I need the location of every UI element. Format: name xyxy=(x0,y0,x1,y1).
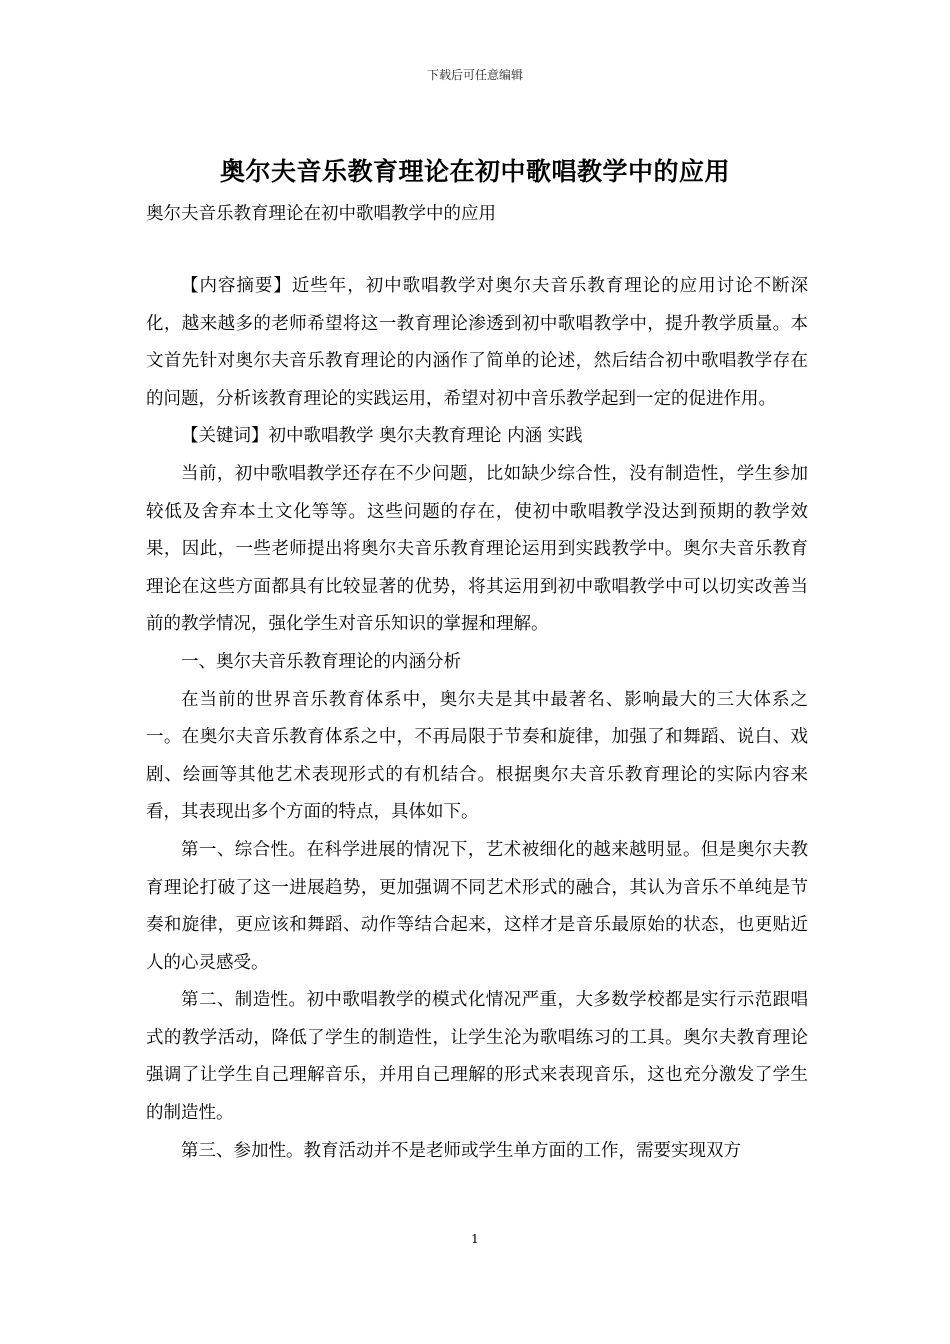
body-paragraph: 第一、综合性。在科学进展的情况下，艺术被细化的越来越明显。但是奥尔夫教育理论打破了这一进展趋势，更加强调不同艺术形式的融合，其认为音乐不单纯是节奏和旋律，更应该和舞蹈、动作等结合起来，这样才是音乐最原始的状态，也更贴近人的心灵感受。 xyxy=(146,839,808,973)
section-heading: 一、奥尔夫音乐教育理论的内涵分析 xyxy=(181,651,461,672)
document-subtitle: 奥尔夫音乐教育理论在初中歌唱教学中的应用 xyxy=(146,204,496,224)
document-title: 奥尔夫音乐教育理论在初中歌唱教学中的应用 xyxy=(219,157,730,186)
body-paragraph: 在当前的世界音乐教育体系中，奥尔夫是其中最著名、影响最大的三大体系之一。在奥尔夫音乐教育体系之中，不再局限于节奏和旋律，加强了和舞蹈、说白、戏剧、绘画等其他艺术表现形式的有机结合。根据奥尔夫音乐教育理论的实际内容来看，其表现出多个方面的特点，具体如下。 xyxy=(146,689,808,823)
body-paragraph: 第三、参加性。教育活动并不是老师或学生单方面的工作，需要实现双方 xyxy=(181,1140,741,1161)
intro-paragraph: 当前，初中歌唱教学还存在不少问题，比如缺少综合性，没有制造性，学生参加较低及舍弃本土文化等等。这些问题的存在，使初中歌唱教学没达到预期的教学效果，因此，一些老师提出将奥尔夫音乐教育理论运用到实践教学中。奥尔夫音乐教育理论在这些方面都具有比较显著的优势，将其运用到初中歌唱教学中可以切实改善当前的教学情况，强化学生对音乐知识的掌握和理解。 xyxy=(146,463,808,635)
document-body xyxy=(146,268,808,1170)
abstract-paragraph: 【内容摘要】近些年，初中歌唱教学对奥尔夫音乐教育理论的应用讨论不断深化，越来越多的老师希望将这一教育理论渗透到初中歌唱教学中，提升教学质量。本文首先针对奥尔夫音乐教育理论的内涵作了简单的论述，然后结合初中歌唱教学存在的问题，分析该教育理论的实践运用，希望对初中音乐教学起到一定的促进作用。 xyxy=(146,276,808,409)
body-paragraph: 第二、制造性。初中歌唱教学的模式化情况严重，大多数学校都是实行示范跟唱式的教学活动，降低了学生的制造性，让学生沦为歌唱练习的工具。奥尔夫教育理论强调了让学生自己理解音乐，并用自己理解的形式来表现音乐，这也充分激发了学生的制造性。 xyxy=(146,990,808,1124)
keywords-paragraph: 【关键词】初中歌唱教学 奥尔夫教育理论 内涵 实践 xyxy=(181,426,583,447)
page-header: 下载后可任意编辑 xyxy=(426,68,523,82)
page-number: 1 xyxy=(471,1232,479,1246)
